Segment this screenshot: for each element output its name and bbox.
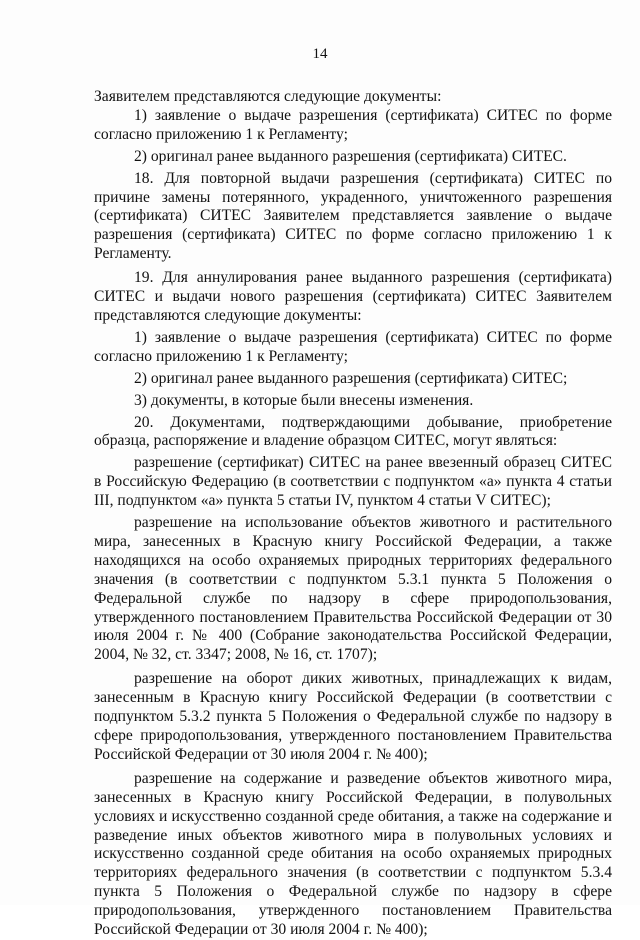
list-item-original-permit-2: 2) оригинал ранее выданного разрешения (сертификата) СИТЕС; xyxy=(134,369,568,387)
doc-wild-animals-circulation-permit: разрешение на оборот диких животных, принадлежащих к видам, занесенным в Красную книгу Российской Федерации (в соответствии с подпунктом 5.3.2 пункта 5 Положения о Федеральной службе по надзору в сфере природопользования, утвержденного постановлением Правительства Российской Федерации от 30 июля 2004 г. № 400); xyxy=(94,670,612,763)
list-item-changed-documents: 3) документы, в которые были внесены изменения. xyxy=(134,391,474,409)
list-item-original-permit: 2) оригинал ранее выданного разрешения (сертификата) СИТЕС. xyxy=(134,147,567,165)
clause-20: 20. Документами, подтверждающими добывание, приобретение образца, распоряжение и владение образцом СИТЕС, могут являться: xyxy=(94,413,612,450)
document-body xyxy=(94,88,612,940)
clause-18: 18. Для повторной выдачи разрешения (сертификата) СИТЕС по причине замены потерянного, украденного, уничтоженного разрешения (сертификата) СИТЕС Заявителем представляется заявление о выдаче разрешения (сертификата) СИТЕС по форме согласно приложению 1 к Регламенту. xyxy=(94,169,612,263)
doc-keeping-breeding-permit: разрешение на содержание и разведение объектов животного мира, занесенных в Красную книгу Российской Федерации, в полувольных условиях и искусственно созданной среде обитания, а также на содержание и разведение иных объектов животного мира в полувольных условиях и искусственно созданной среде обитания на особо охраняемых природных территориях федерального значения (в соответствии с подпунктом 5.3.4 пункта 5 Положения о Федеральной службе по надзору в сфере природопользования, утвержденного постановлением Правительства Российской Федерации от 30 июля 2004 г. № 400); xyxy=(94,769,612,939)
page-number: 14 xyxy=(312,46,328,62)
doc-red-book-use-permit: разрешение на использование объектов животного и растительного мира, занесенных в Красную книгу Российской Федерации, а также находящихся на особо охраняемых природных территориях федерального значения (в соответствии с подпунктом 5.3.1 пункта 5 Положения о Федеральной службе по надзору в сфере природопользования, утвержденного постановлением Правительства Российской Федерации от 30 июля 2004 г. № 400 (Собрание законодательства Российской Федерации, 2004, № 32, ст. 3347; 2008, № 16, ст. 1707); xyxy=(94,514,612,664)
clause-19: 19. Для аннулирования ранее выданного разрешения (сертификата) СИТЕС и выдачи нового разрешения (сертификата) СИТЕС Заявителем представляются следующие документы: xyxy=(94,269,612,324)
list-item-application: 1) заявление о выдаче разрешения (сертификата) СИТЕС по форме согласно приложению 1 к Регламенту; xyxy=(94,106,612,143)
paragraph-intro: Заявителем представляются следующие документы: xyxy=(94,88,442,105)
list-item-application-2: 1) заявление о выдаче разрешения (сертификата) СИТЕС по форме согласно приложению 1 к Регламенту; xyxy=(94,328,612,365)
doc-cites-permit: разрешение (сертификат) СИТЕС на ранее ввезенный образец СИТЕС в Российскую Федерацию (в соответствии с подпунктом «а» пункта 4 статьи III, подпунктом «а» пункта 5 статьи IV, пунктом 4 статьи V СИТЕС); xyxy=(94,454,612,510)
